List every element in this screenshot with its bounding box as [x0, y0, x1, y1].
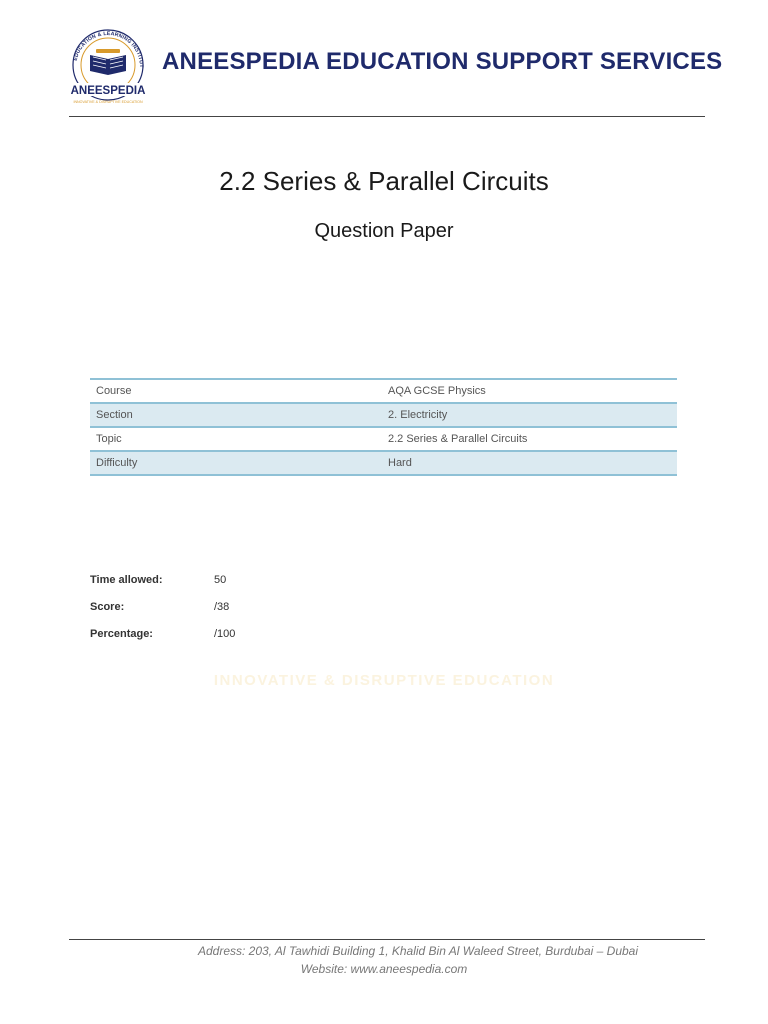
info-label: Difficulty	[90, 451, 388, 475]
meta-row-time	[90, 574, 235, 601]
exam-meta	[90, 574, 235, 655]
aneespedia-logo	[62, 25, 154, 109]
meta-label: Percentage:	[90, 628, 153, 640]
document-title: 2.2 Series & Parallel Circuits	[219, 166, 549, 196]
meta-value: /38	[214, 601, 230, 613]
footer	[0, 942, 768, 978]
footer-divider	[69, 939, 705, 940]
info-value: Hard	[388, 451, 677, 475]
meta-value: /100	[214, 628, 236, 640]
info-label: Topic	[90, 427, 388, 451]
info-row-course	[90, 379, 677, 403]
meta-label: Time allowed:	[90, 574, 163, 586]
info-row-topic	[90, 427, 677, 451]
info-value: AQA GCSE Physics	[388, 379, 677, 403]
book-icon	[90, 49, 126, 75]
info-label: Section	[90, 403, 388, 427]
logo-name: ANEESPEDIA	[70, 85, 146, 97]
meta-row-percentage	[90, 628, 235, 655]
footer-website: Website: www.aneespedia.com	[300, 962, 468, 976]
meta-label: Score:	[90, 601, 125, 613]
logo-tagline: INNOVATIVE & DISRUPTIVE EDUCATION	[73, 100, 143, 104]
footer-address: Address: 203, Al Tawhidi Building 1, Khalid Bin Al Waleed Street, Burdubai – Dubai	[197, 944, 639, 958]
info-row-section	[90, 403, 677, 427]
logo-arc-text: EDUCATION & LEARNING INSTITUT	[72, 30, 145, 68]
meta-value: 50	[214, 574, 227, 586]
info-label: Course	[90, 379, 388, 403]
watermark: INNOVATIVE & DISRUPTIVE EDUCATION	[213, 672, 555, 689]
info-value: 2. Electricity	[388, 403, 677, 427]
meta-row-score	[90, 601, 235, 628]
document-subtitle: Question Paper	[314, 220, 454, 242]
info-row-difficulty	[90, 451, 677, 475]
info-table	[90, 378, 677, 476]
header-title: ANEESPEDIA EDUCATION SUPPORT SERVICES	[162, 48, 723, 75]
header-divider	[69, 116, 705, 117]
info-value: 2.2 Series & Parallel Circuits	[388, 427, 677, 451]
